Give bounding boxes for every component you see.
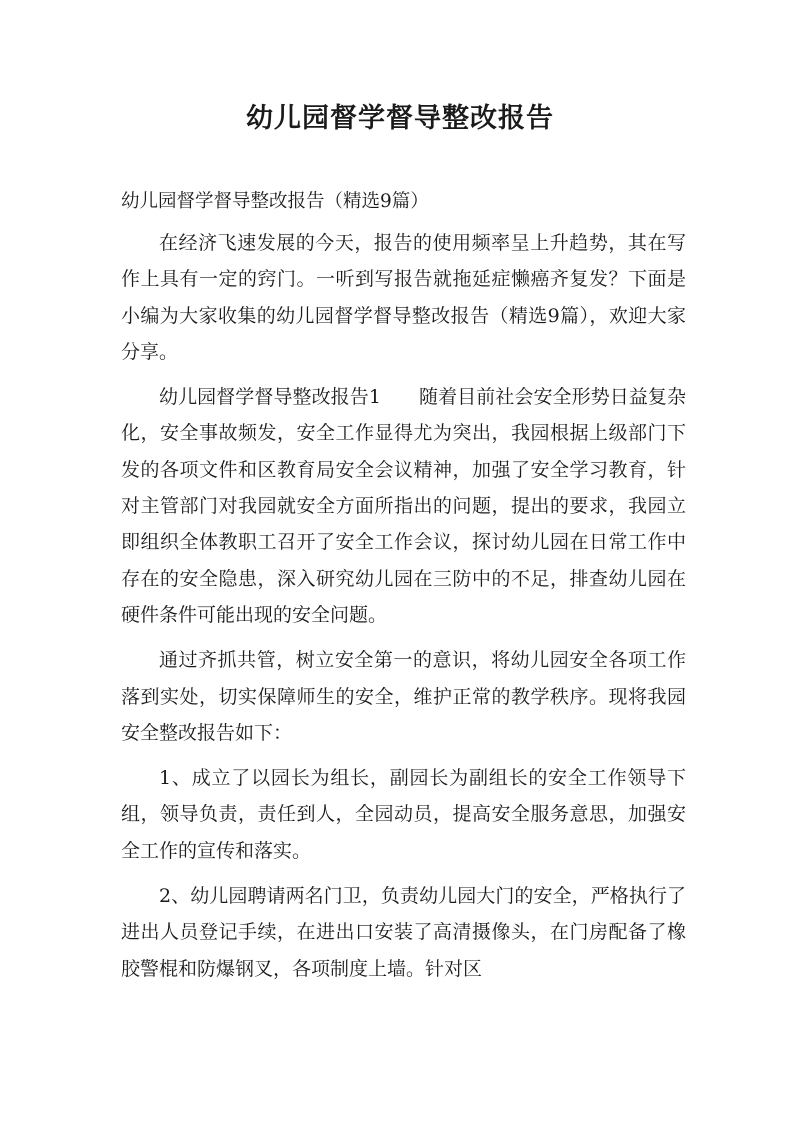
paragraph-3: 1、成立了以园长为组长，副园长为副组长的安全工作领导下组，领导负责，责任到人，全园动员，提高安全服务意思，加强安全工作的宣传和落实。 bbox=[121, 767, 686, 862]
section-1-heading: 幼儿园督学督导整改报告1 bbox=[159, 386, 381, 409]
document-subtitle: 幼儿园督学督导整改报告（精选9篇） bbox=[121, 191, 429, 212]
document-title: 幼儿园督学督导整改报告 bbox=[246, 103, 554, 134]
section-1-text: 随着目前社会安全形势日益复杂化，安全事故频发，安全工作显得尤为突出，我园根据上级部门下发的各项文件和区教育局安全会议精神，加强了安全学习教育，针对主管部门对我园就安全方面所指出的问题，提出的要求，我园立即组织全体教职工召开了安全工作会议，探讨幼儿园在日常工作中存在的安全隐患，深入研究幼儿园在三防中的不足，排查幼儿园在硬件条件可能出现的安全问题。 bbox=[121, 386, 686, 626]
paragraph-2: 通过齐抓共管，树立安全第一的意识，将幼儿园安全各项工作落到实处，切实保障师生的安全，维护正常的教学秩序。现将我园安全整改报告如下： bbox=[121, 649, 686, 744]
section-1-paragraph bbox=[121, 379, 686, 633]
intro-paragraph: 在经济飞速发展的今天，报告的使用频率呈上升趋势，其在写作上具有一定的窍门。一听到写报告就拖延症懒癌齐复发？下面是小编为大家收集的幼儿园督学督导整改报告（精选9篇），欢迎大家分享。 bbox=[121, 232, 686, 363]
document-body bbox=[121, 225, 686, 996]
paragraph-4: 2、幼儿园聘请两名门卫，负责幼儿园大门的安全，严格执行了进出人员登记手续，在进出口安装了高清摄像头，在门房配备了橡胶警棍和防爆钢叉，各项制度上墙。针对区 bbox=[121, 885, 686, 980]
